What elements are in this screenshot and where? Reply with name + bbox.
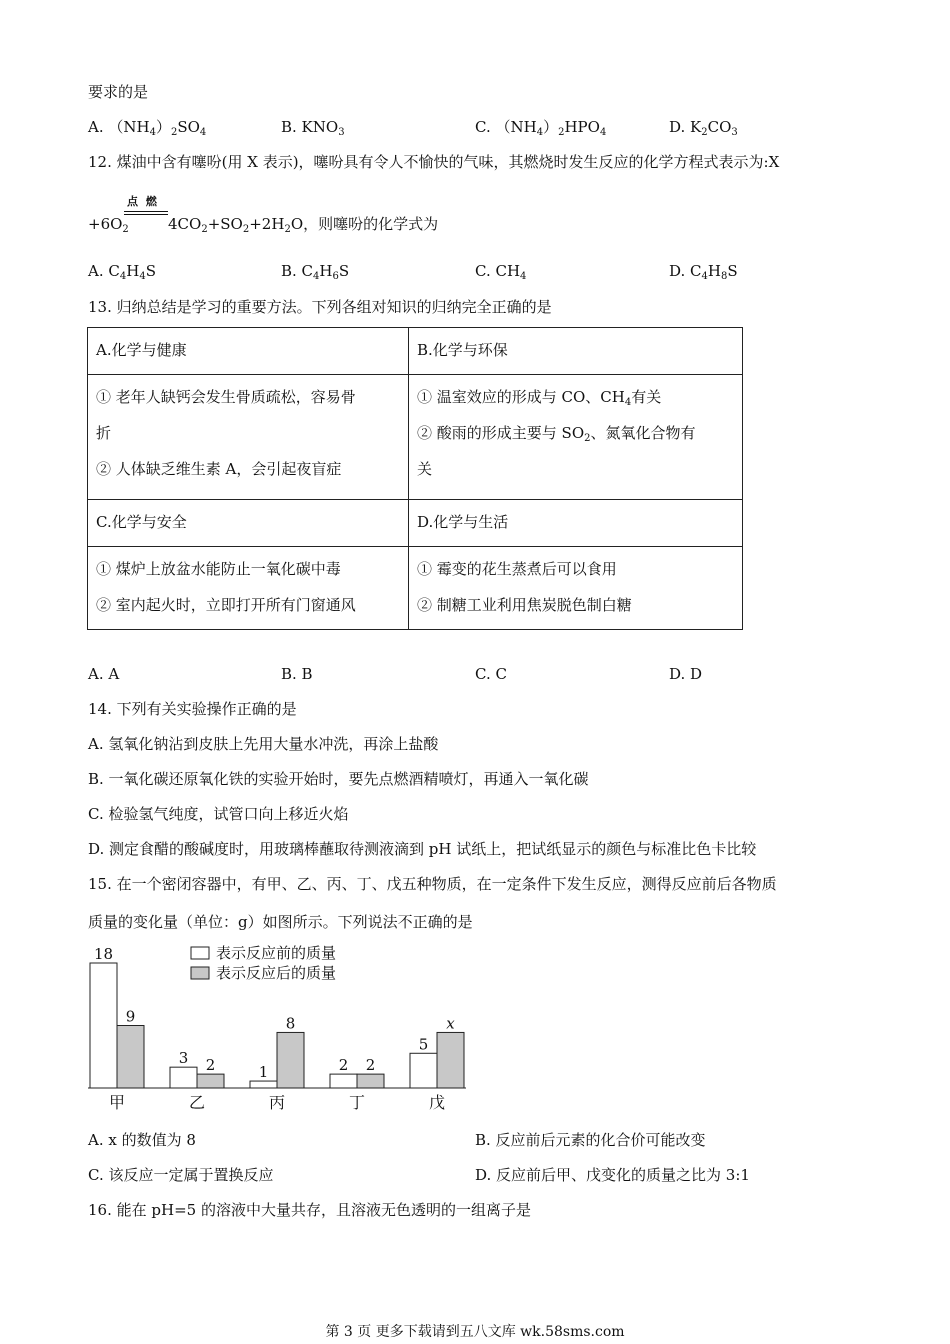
page-footer: 第 3 页 更多下载请到五八文库 wk.58sms.com xyxy=(325,1324,625,1340)
q16-stem: 16. 能在 pH=5 的溶液中大量共存，且溶液无色透明的一组离子是 xyxy=(88,1201,531,1219)
q15-option-a: A. x 的数值为 8 xyxy=(88,1131,196,1149)
category-label-4: 戊 xyxy=(428,1093,446,1112)
cell-line: ② 酸雨的形成主要与 $SO_2$、氮氧化合物有 xyxy=(417,424,696,444)
reaction-condition: 点 燃 xyxy=(127,195,159,208)
bar-戊-0 xyxy=(410,1053,437,1088)
q12-option-a: A. $C_4H_4S$ xyxy=(88,262,156,282)
q15-option-c: C. 该反应一定属于置换反应 xyxy=(88,1166,274,1184)
q12-equation-right: $4CO_2+SO_2+2H_2O$，则噻吩的化学式为 xyxy=(168,215,439,235)
q12-option-b: B. $C_4H_6S$ xyxy=(281,262,350,282)
q14-option-c: C. 检验氢气纯度，试管口向上移近火焰 xyxy=(88,805,349,823)
cell-c-content xyxy=(88,547,409,630)
data-label-丁-0: 2 xyxy=(338,1056,349,1075)
cell-line: 关 xyxy=(417,460,433,478)
legend-swatch-0 xyxy=(191,947,209,959)
cell-line: ① 老年人缺钙会发生骨质疏松，容易骨 xyxy=(96,388,356,406)
cell-a-title: A.化学与健康 xyxy=(88,328,409,375)
q13-option-d: D. D xyxy=(669,665,703,683)
cell-line: ① 温室效应的形成与 CO、$CH_4$有关 xyxy=(417,388,662,408)
cell-d-content xyxy=(409,547,743,630)
data-label-戊-1: x xyxy=(446,1014,455,1033)
q15-option-b: B. 反应前后元素的化合价可能改变 xyxy=(475,1131,706,1149)
cell-b-content xyxy=(409,375,743,500)
category-label-3: 丁 xyxy=(348,1093,366,1112)
q12-equation-left: $+6O_2$ xyxy=(88,215,129,235)
q14-option-a: A. 氢氧化钠沾到皮肤上先用大量水冲洗，再涂上盐酸 xyxy=(88,735,439,753)
bar-丁-1 xyxy=(357,1074,384,1088)
q15-option-d: D. 反应前后甲、戊变化的质量之比为 3:1 xyxy=(475,1166,750,1184)
cell-line: ② 人体缺乏维生素 A，会引起夜盲症 xyxy=(96,460,342,478)
data-label-甲-1: 9 xyxy=(125,1007,136,1026)
category-label-0: 甲 xyxy=(108,1093,126,1112)
equation-line xyxy=(124,211,168,212)
q13-option-a: A. A xyxy=(88,665,120,683)
bar-丙-0 xyxy=(250,1081,277,1088)
q11-option-d: D. $K_2CO_3$ xyxy=(669,118,738,138)
q13-stem: 13. 归纳总结是学习的重要方法。下列各组对知识的归纳完全正确的是 xyxy=(88,298,552,316)
q12-option-c: C. $CH_4$ xyxy=(475,262,527,282)
q11-option-c: C. $(NH_4)_2HPO_4$ xyxy=(475,118,607,138)
q15-stem-line1: 15. 在一个密闭容器中，有甲、乙、丙、丁、戊五种物质，在一定条件下发生反应，测得反应前后各物质 xyxy=(88,875,777,893)
q11-option-a: A. $(NH_4)_2SO_4$ xyxy=(88,118,207,138)
bar-乙-0 xyxy=(170,1067,197,1088)
q15-stem-line2: 质量的变化量（单位：g）如图所示。下列说法不正确的是 xyxy=(88,913,473,931)
data-label-丙-1: 8 xyxy=(285,1014,296,1033)
bar-丁-0 xyxy=(330,1074,357,1088)
category-label-2: 丙 xyxy=(268,1093,286,1112)
data-label-戊-0: 5 xyxy=(418,1035,429,1054)
q14-stem: 14. 下列有关实验操作正确的是 xyxy=(88,700,297,718)
data-label-丙-0: 1 xyxy=(258,1063,269,1082)
bar-乙-1 xyxy=(197,1074,224,1088)
q13-option-c: C. C xyxy=(475,665,507,683)
mass-change-bar-chart xyxy=(80,938,480,1118)
knowledge-table xyxy=(87,327,743,630)
cell-line: ② 室内起火时，立即打开所有门窗通风 xyxy=(96,596,356,614)
data-label-乙-1: 2 xyxy=(205,1056,216,1075)
q11-option-b: B. $KNO_3$ xyxy=(281,118,345,138)
q14-option-b: B. 一氧化碳还原氧化铁的实验开始时，要先点燃酒精喷灯，再通入一氧化碳 xyxy=(88,770,589,788)
q12-option-d: D. $C_4H_8S$ xyxy=(669,262,738,282)
bar-丙-1 xyxy=(277,1032,304,1088)
cell-line: 折 xyxy=(96,424,112,442)
legend-label-0: 表示反应前的质量 xyxy=(216,944,337,962)
bar-甲-0 xyxy=(90,963,117,1088)
bar-戊-1 xyxy=(437,1032,464,1088)
bar-甲-1 xyxy=(117,1026,144,1089)
cell-b-title: B.化学与环保 xyxy=(409,328,743,375)
cell-line: ① 煤炉上放盆水能防止一氧化碳中毒 xyxy=(96,560,341,578)
cell-a-content xyxy=(88,375,409,500)
data-label-甲-0: 18 xyxy=(93,945,114,963)
cell-d-title: D.化学与生活 xyxy=(409,500,743,547)
data-label-乙-0: 3 xyxy=(178,1049,189,1068)
equation-line xyxy=(124,214,168,215)
question-continuation: 要求的是 xyxy=(88,83,149,101)
data-label-丁-1: 2 xyxy=(365,1056,376,1075)
cell-line: ② 制糖工业利用焦炭脱色制白糖 xyxy=(417,596,632,614)
cell-line: ① 霉变的花生蒸煮后可以食用 xyxy=(417,560,617,578)
q13-option-b: B. B xyxy=(281,665,313,683)
q12-stem: 12. 煤油中含有噻吩(用 X 表示)，噻吩具有令人不愉快的气味，其燃烧时发生反应的化学方程式表示为:X xyxy=(88,153,780,171)
cell-c-title: C.化学与安全 xyxy=(88,500,409,547)
legend-label-1: 表示反应后的质量 xyxy=(216,964,337,982)
category-label-1: 乙 xyxy=(188,1093,206,1112)
legend-swatch-1 xyxy=(191,967,209,979)
q14-option-d: D. 测定食醋的酸碱度时，用玻璃棒蘸取待测液滴到 pH 试纸上，把试纸显示的颜色与标准比色卡比较 xyxy=(88,840,757,858)
